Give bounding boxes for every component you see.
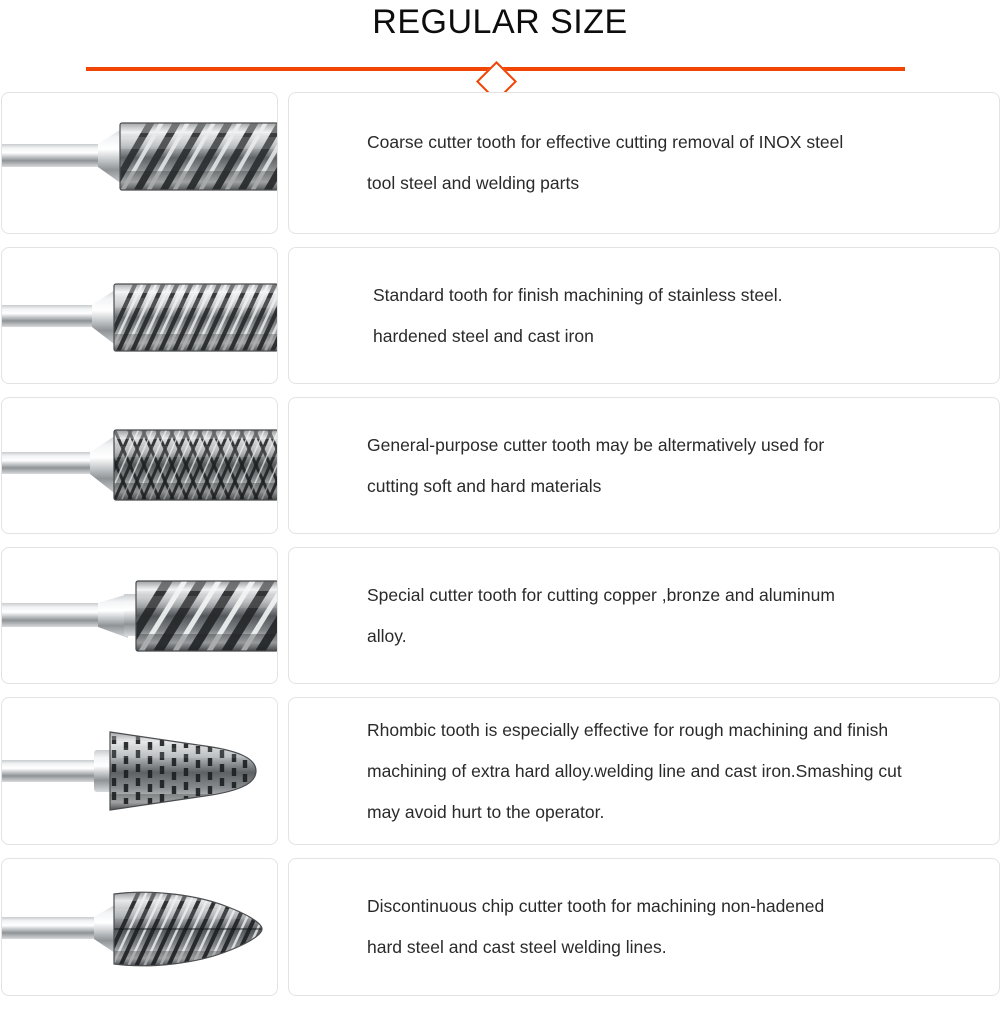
list-item (0, 92, 1000, 234)
burr-description-card-6 (288, 858, 1000, 996)
description-line: may avoid hurt to the operator. (367, 801, 605, 822)
burr-description-card-4 (288, 547, 1000, 684)
description-line: Special cutter tooth for cutting copper ,bronze and aluminum (367, 584, 835, 605)
description-line: hardened steel and cast iron (373, 325, 594, 346)
burr-image-card-1 (1, 92, 278, 234)
burr-description-card-3 (288, 397, 1000, 534)
description-line: Coarse cutter tooth for effective cutting removal of INOX steel (367, 132, 844, 152)
description-line: hard steel and cast steel welding lines. (367, 937, 667, 957)
burr-list (0, 92, 1000, 996)
description-line: cutting soft and hard materials (367, 475, 602, 496)
description-line: alloy. (367, 625, 407, 646)
description-line: Discontinuous chip cutter tooth for machining non-hadened (367, 896, 825, 916)
description-line: Standard tooth for finish machining of stainless steel. (373, 284, 783, 305)
burr-description-card-1 (288, 92, 1000, 234)
list-item (0, 547, 1000, 684)
section-divider (0, 46, 1000, 92)
carbide-burr-oval-egg-discontinuous-chip-cut-icon (2, 859, 278, 995)
page-title: REGULAR SIZE (372, 3, 628, 41)
burr-description-card-5 (288, 697, 1000, 845)
burr-description-card-2 (288, 247, 1000, 384)
burr-image-card-3 (1, 397, 278, 534)
description-line: machining of extra hard alloy.welding line and cast iron.Smashing cut (367, 760, 902, 781)
burr-image-card-5 (1, 697, 278, 845)
burr-image-card-4 (1, 547, 278, 684)
list-item (0, 697, 1000, 845)
carbide-burr-cylindrical-aluminium-cut-icon (2, 548, 278, 683)
list-item (0, 397, 1000, 534)
carbide-burr-cylindrical-coarse-single-cut-icon (2, 93, 278, 233)
burr-image-card-2 (1, 247, 278, 384)
list-item (0, 858, 1000, 996)
list-item (0, 247, 1000, 384)
carbide-burr-cylindrical-double-cut-icon (2, 398, 278, 533)
description-line: tool steel and welding parts (367, 173, 580, 193)
burr-image-card-6 (1, 858, 278, 996)
page-header (0, 0, 1000, 92)
carbide-burr-cylindrical-standard-single-cut-icon (2, 248, 278, 383)
carbide-burr-tapered-round-nose-rhombic-cut-icon (2, 698, 278, 844)
description-line: General-purpose cutter tooth may be altermatively used for (367, 434, 825, 455)
description-line: Rhombic tooth is especially effective for rough machining and finish (367, 719, 889, 740)
